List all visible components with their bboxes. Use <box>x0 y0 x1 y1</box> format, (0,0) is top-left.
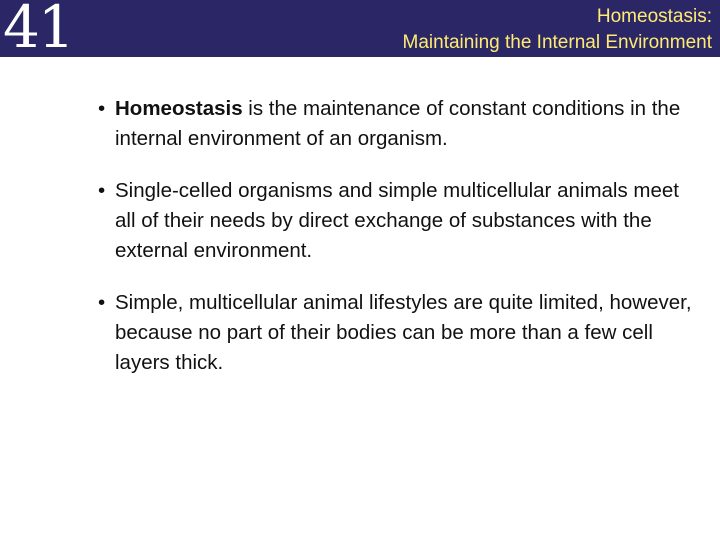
bullet-marker: • <box>98 291 106 314</box>
slide-title-line-1: Homeostasis: <box>596 6 712 27</box>
chapter-number: 41 <box>3 0 73 61</box>
slide-title-line-2: Maintaining the Internal Environment <box>402 32 712 53</box>
bullet-list <box>92 94 692 400</box>
header-bar <box>0 0 720 61</box>
bullet-item <box>92 176 692 266</box>
bullet-text: is the maintenance of constant conditions in the internal environment of an organism. <box>115 97 681 150</box>
bullet-item <box>92 94 692 154</box>
bullet-marker: • <box>98 179 106 202</box>
bullet-item <box>92 288 692 378</box>
bullet-marker: • <box>98 97 106 120</box>
bullet-text: Simple, multicellular animal lifestyles are quite limited, however, because no part of their bodies can be more than a few cell layers thick. <box>115 291 692 374</box>
bullet-term: Homeostasis <box>115 97 243 120</box>
bullet-text: Single-celled organisms and simple multicellular animals meet all of their needs by direct exchange of substances with the external environment. <box>115 179 679 262</box>
slide-title <box>152 4 712 56</box>
